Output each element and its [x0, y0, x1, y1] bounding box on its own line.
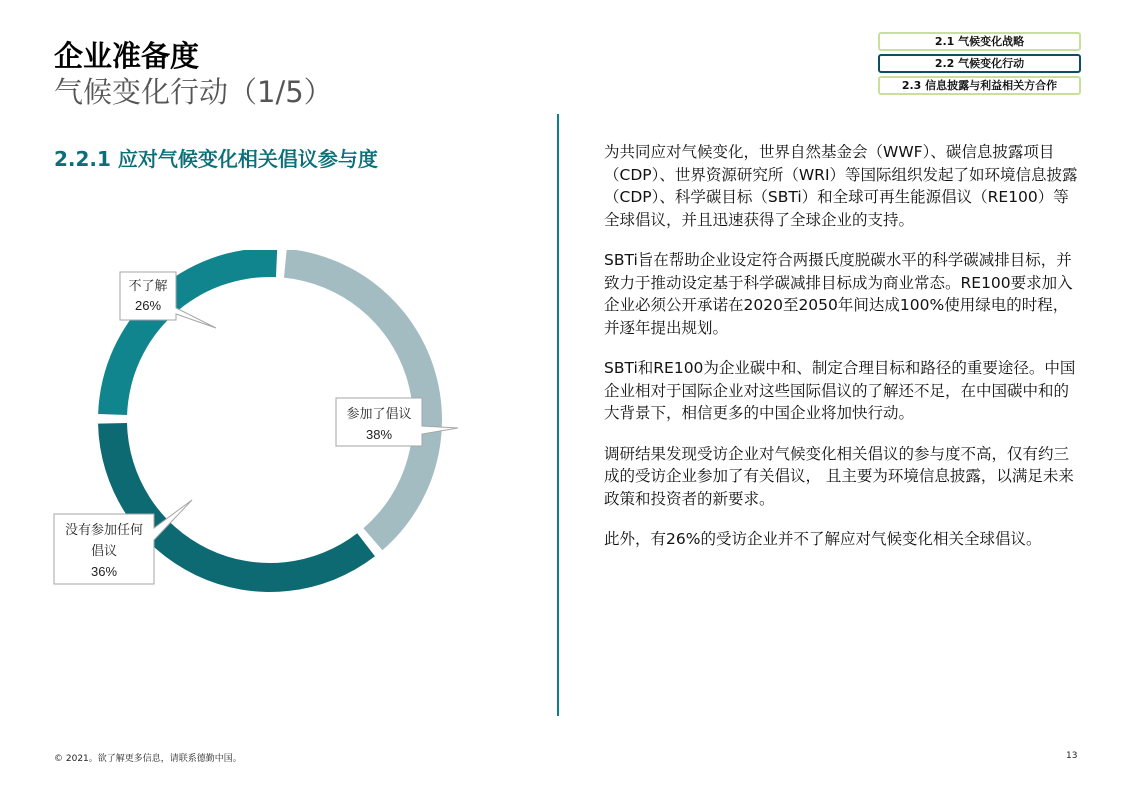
paragraph: SBTi旨在帮助企业设定符合两摄氏度脱碳水平的科学碳减排目标，并致力于推动设定基于科学碳减排目标成为商业常态。RE100要求加入企业必须公开承诺在2020至2050年间达成100%使用绿电的时程，并逐年提出规划。 — [604, 251, 1073, 337]
slice-value-none: 36% — [90, 564, 118, 579]
slice-value-joined: 38% — [365, 427, 393, 442]
page-number: 13 — [1066, 751, 1078, 761]
slice-label-none-line1: 没有参加任何 — [64, 522, 144, 537]
body-text — [604, 141, 1082, 569]
nav-item-2-2[interactable]: 2.2 气候变化行动 — [878, 54, 1081, 73]
slice-value-unknown: 26% — [134, 298, 162, 313]
nav-item-2-3[interactable]: 2.3 信息披露与利益相关方合作 — [878, 76, 1081, 95]
page-title: 企业准备度 — [54, 39, 200, 73]
paragraph: 调研结果发现受访企业对气候变化相关倡议的参与度不高，仅有约三成的受访企业参加了有关倡议， 且主要为环境信息披露，以满足未来政策和投资者的新要求。 — [604, 444, 1074, 508]
vertical-divider — [557, 114, 559, 716]
paragraph: 为共同应对气候变化，世界自然基金会（WWF）、碳信息披露项目（CDP）、世界资源研究所（WRI）等国际组织发起了如环境信息披露（CDP）、科学碳目标（SBTi）和全球可再生能源倡议（RE100）等全球倡议，并且迅速获得了全球企业的支持。 — [604, 143, 1078, 229]
footer-copyright: © 2021。欲了解更多信息，请联系德勤中国。 — [54, 754, 242, 764]
slice-label-unknown: 不了解 — [128, 278, 168, 293]
page-subtitle: 气候变化行动（1/5） — [54, 75, 333, 109]
nav-item-2-1[interactable]: 2.1 气候变化战略 — [878, 32, 1081, 51]
slice-label-none-line2: 倡议 — [90, 543, 118, 558]
section-nav — [878, 32, 1081, 98]
section-heading: 2.2.1 应对气候变化相关倡议参与度 — [54, 147, 378, 171]
donut-chart — [40, 250, 500, 610]
paragraph: SBTi和RE100为企业碳中和、制定合理目标和路径的重要途径。中国企业相对于国际企业对这些国际倡议的了解还不足，在中国碳中和的大背景下，相信更多的中国企业将加快行动。 — [604, 359, 1076, 422]
paragraph: 此外，有26%的受访企业并不了解应对气候变化相关全球倡议。 — [604, 530, 1042, 548]
slice-label-joined: 参加了倡议 — [346, 406, 412, 421]
